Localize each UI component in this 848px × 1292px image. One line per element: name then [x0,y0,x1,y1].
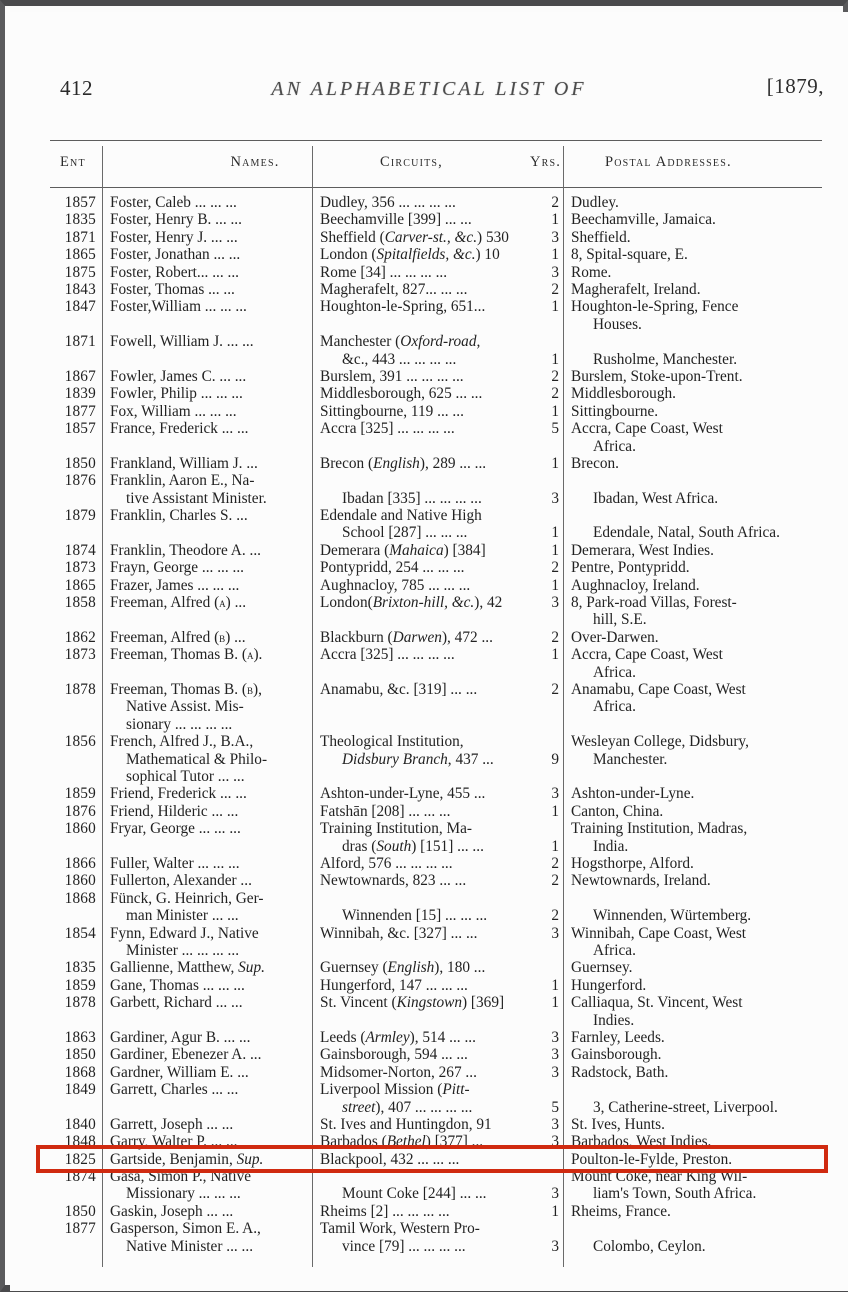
cell-circuit: London(Brixton-hill, &c.), 42 [320,594,503,612]
cell-ent: 1862 [64,628,96,646]
table-row[interactable] [50,803,822,820]
table-row[interactable] [50,681,822,733]
cell-ent: 1871 [64,228,96,246]
table-row[interactable] [50,733,822,785]
cell-name: Fullerton, Alexander ... [110,872,252,890]
cell-postal-continuation: Rusholme, Manchester. [593,350,738,368]
cell-postal-address: Pentre, Pontypridd. [571,559,690,577]
column-divider-yrs [563,146,564,1267]
cell-name: Fryar, George ... ... ... [110,820,241,838]
cell-circuit: Anamabu, &c. [319] ... ... [320,681,478,699]
cell-circuit: Tamil Work, Western Pro- [320,1220,480,1238]
cell-name: Garrett, Joseph ... ... [110,1115,234,1133]
cell-ent: 1848 [64,1133,96,1151]
cell-circuit: Manchester (Oxford-road, [320,333,481,351]
cell-years: 3 [551,1046,559,1064]
table-row[interactable] [50,1116,822,1133]
cell-name: Foster, Caleb ... ... ... [110,194,237,211]
cell-postal-address: Demerara, West Indies. [571,541,714,559]
table-row[interactable] [50,1046,822,1063]
cell-name: Foster, Henry J. ... ... [110,228,238,246]
cell-postal-address: Sittingbourne. [571,402,659,420]
cell-postal-address: Training Institution, Madras, [571,820,748,838]
table-row[interactable] [50,959,822,976]
cell-name-continuation: Minister ... ... ... ... [126,941,240,959]
cell-postal-address: Guernsey. [571,959,633,977]
cell-years: 3 [551,1063,559,1081]
cell-postal-continuation: India. [593,837,629,855]
cell-postal-address: Poulton-le-Fylde, Preston. [571,1150,733,1168]
cell-name-continuation: man Minister ... ... [126,907,239,925]
column-header-circuits: Circuits, [380,154,443,170]
table-row[interactable] [50,1064,822,1081]
document-page [10,12,848,1291]
table-row[interactable] [50,472,822,507]
cell-years: 1 [551,298,559,316]
column-divider-ent [102,146,103,1267]
cell-name: Foster, Henry B. ... ... [110,211,242,229]
cell-ent: 1839 [64,385,96,403]
table-row[interactable] [50,194,822,211]
table-row[interactable] [50,368,822,385]
cell-name-continuation: Native Minister ... ... [126,1237,254,1255]
cell-circuit: Brecon (English), 289 ... ... [320,454,487,472]
cell-circuit: Blackpool, 432 ... ... ... [320,1150,460,1168]
cell-circuit-continuation: Didsbury Branch, 437 ... [342,750,494,768]
cell-circuit: St. Ives and Huntingdon, 91 [320,1115,492,1133]
cell-circuit: Alford, 576 ... ... ... ... [320,855,453,872]
cell-ent: 1868 [64,1063,96,1081]
cell-postal-address: Anamabu, Cape Coast, West [571,681,746,699]
cell-ent: 1879 [64,507,96,525]
cell-years: 3 [551,1133,559,1151]
cell-name: Garry, Walter P. ... ... [110,1133,238,1151]
cell-years: 3 [551,1237,559,1255]
column-header-names: Names. [230,154,280,170]
cell-ent: 1850 [64,454,96,472]
cell-circuit: Ashton-under-Lyne, 455 ... [320,785,486,803]
table-row[interactable] [50,855,822,872]
cell-years: 1 [551,994,559,1012]
cell-name: Gasperson, Simon E. A., [110,1220,261,1238]
cell-ent: 1871 [64,333,96,351]
cell-years: 3 [551,1028,559,1046]
cell-ent: 1850 [64,1202,96,1220]
cell-postal-address: Sheffield. [571,228,631,246]
cell-name: Foster,William ... ... ... [110,298,247,316]
cell-circuit-continuation: Mount Coke [244] ... ... [342,1185,487,1203]
cell-postal-address: Accra, Cape Coast, West [571,420,723,438]
table-row[interactable] [50,594,822,629]
cell-postal-address: Beechamville, Jamaica. [571,211,716,229]
column-divider-names [312,146,313,1267]
cell-years: 1 [551,976,559,994]
cell-postal-address: Magherafelt, Ireland. [571,280,701,298]
cell-name-continuation: Mathematical & Philo- [126,750,268,768]
table-row[interactable] [50,785,822,802]
cell-postal-address: Brecon. [571,454,619,472]
cell-years: 3 [551,924,559,942]
cell-ent: 1859 [64,976,96,994]
cell-name: Fox, William ... ... ... [110,402,237,420]
cell-circuit-continuation: vince [79] ... ... ... ... [342,1237,466,1255]
cell-name: Gaskin, Joseph ... ... [110,1202,234,1220]
cell-postal-continuation: Manchester. [593,750,668,768]
cell-ent: 1873 [64,559,96,577]
cell-circuit-continuation: dras (South) [151] ... ... [342,837,484,855]
cell-years: 1 [551,646,559,664]
cell-years: 2 [551,367,559,385]
cell-years: 2 [551,628,559,646]
cell-circuit: Demerara (Mahaica) [384] [320,541,486,559]
cell-circuit: Houghton-le-Spring, 651... [320,298,486,316]
cell-ent: 1878 [64,681,96,699]
cell-postal-address: Wesleyan College, Didsbury, [571,733,749,751]
cell-years: 2 [551,280,559,298]
cell-name: Gallienne, Matthew, Sup. [110,959,265,977]
cell-postal-continuation: hill, S.E. [593,611,647,629]
table-row[interactable] [50,385,822,402]
cell-postal-address: Hogsthorpe, Alford. [571,855,694,872]
cell-ent: 1856 [64,733,96,751]
cell-circuit: Rome [34] ... ... ... ... [320,263,448,281]
cell-name: Gardner, William E. ... [110,1063,249,1081]
table-row[interactable] [50,1081,822,1116]
cell-ent: 1868 [64,889,96,907]
cell-circuit-continuation: School [287] ... ... ... [342,524,468,542]
cell-name-continuation: Native Assist. Mis- [126,698,244,716]
table-row[interactable] [50,872,822,889]
cell-circuit: Gainsborough, 594 ... ... [320,1046,468,1064]
cell-ent: 1874 [64,1168,96,1186]
cell-ent: 1857 [64,420,96,438]
cell-postal-address: Hungerford. [571,976,647,994]
cell-circuit: Rheims [2] ... ... ... ... [320,1202,450,1220]
cell-name: Friend, Frederick ... ... [110,785,247,803]
cell-name: Gardiner, Agur B. ... ... [110,1028,251,1046]
cell-postal-continuation: Indies. [593,1011,635,1029]
cell-postal-address: Gainsborough. [571,1046,662,1064]
cell-name: Fynn, Edward J., Native [110,924,259,942]
cell-name-continuation: sionary ... ... ... ... [126,715,233,733]
cell-ent: 1865 [64,576,96,594]
cell-ent: 1847 [64,298,96,316]
cell-years: 1 [551,576,559,594]
cell-ent: 1865 [64,246,96,264]
cell-years: 3 [551,785,559,803]
table-row[interactable] [50,977,822,994]
cell-circuit: Burslem, 391 ... ... ... ... [320,367,464,385]
cell-name: Franklin, Charles S. ... [110,507,248,525]
cell-name-continuation: tive Assistant Minister. [126,489,267,507]
cell-postal-continuation: Africa. [593,663,636,681]
cell-ent: 1876 [64,472,96,490]
cell-circuit: Aughnacloy, 785 ... ... ... [320,576,471,594]
cell-circuit-continuation: Ibadan [335] ... ... ... ... [342,489,482,507]
table-row[interactable] [50,333,822,368]
cell-circuit: Beechamville [399] ... ... [320,211,472,229]
cell-years: 2 [551,559,559,577]
table-row[interactable] [50,455,822,472]
cell-postal-address: Dudley. [571,194,619,211]
cell-ent: 1843 [64,280,96,298]
cell-name: Freeman, Thomas B. (a). [110,646,263,664]
table-row[interactable] [50,925,822,960]
cell-ent: 1854 [64,924,96,942]
table-row[interactable] [50,420,822,455]
cell-postal-address: Mount Coke, near King Wil- [571,1168,748,1186]
cell-ent: 1878 [64,994,96,1012]
cell-name: Fuller, Walter ... ... ... [110,855,240,872]
cell-postal-address: Burslem, Stoke-upon-Trent. [571,367,743,385]
cell-name: Frankland, William J. ... [110,454,258,472]
cell-name: Freeman, Alfred (a) ... [110,594,247,612]
cell-circuit: Blackburn (Darwen), 472 ... [320,628,493,646]
cell-ent: 1858 [64,594,96,612]
cell-postal-address: Accra, Cape Coast, West [571,646,723,664]
cell-years: 1 [551,1202,559,1220]
cell-name: French, Alfred J., B.A., [110,733,254,751]
table-row[interactable] [50,890,822,925]
cell-postal-continuation: Africa. [593,437,636,455]
cell-years: 2 [551,385,559,403]
cell-name: France, Frederick ... ... [110,420,249,438]
cell-postal-continuation: Colombo, Ceylon. [593,1237,706,1255]
cell-circuit: Fatshān [208] ... ... ... [320,802,451,820]
cell-postal-address: 8, Spital-square, E. [571,246,688,264]
cell-ent: 1873 [64,646,96,664]
cell-postal-address: St. Ives, Hunts. [571,1115,665,1133]
table-row[interactable] [50,1203,822,1220]
table-row[interactable] [50,1029,822,1046]
cell-name-continuation: Missionary ... ... ... [126,1185,241,1203]
cell-name: Foster, Thomas ... ... [110,280,235,298]
table-row[interactable] [50,1168,822,1203]
cell-postal-address: Houghton-le-Spring, Fence [571,298,739,316]
cell-ent: 1863 [64,1028,96,1046]
cell-circuit: St. Vincent (Kingstown) [369] [320,994,505,1012]
cell-years: 2 [551,872,559,890]
cell-circuit: Guernsey (English), 180 ... [320,959,486,977]
cell-circuit-continuation: Winnenden [15] ... ... ... [342,907,488,925]
cell-years: 1 [551,524,559,542]
cell-circuit: Magherafelt, 827... ... ... [320,280,468,298]
cell-ent: 1825 [64,1150,96,1168]
cell-circuit-continuation: &c., 443 ... ... ... ... [342,350,457,368]
cell-ent: 1866 [64,855,96,872]
cell-name: Gartside, Benjamin, Sup. [110,1150,264,1168]
cell-circuit: Midsomer-Norton, 267 ... [320,1063,477,1081]
cell-postal-address: Radstock, Bath. [571,1063,669,1081]
cell-circuit: Sheffield (Carver-st., &c.) 530 [320,228,509,246]
cell-name: Foster, Robert... ... ... [110,263,239,281]
table-row[interactable] [50,646,822,681]
table-row[interactable] [50,281,822,298]
table-row[interactable] [50,629,822,646]
cell-ent: 1874 [64,541,96,559]
cell-postal-continuation: Edendale, Natal, South Africa. [593,524,780,542]
cell-name: Gane, Thomas ... ... ... [110,976,245,994]
cell-postal-address: Rome. [571,263,612,281]
table-row[interactable] [50,994,822,1029]
cell-circuit: Winnibah, &c. [327] ... ... [320,924,478,942]
running-title: AN ALPHABETICAL LIST OF [271,78,587,100]
cell-name: Garrett, Charles ... ... [110,1081,239,1099]
cell-ent: 1835 [64,211,96,229]
cell-years: 2 [551,855,559,872]
cell-postal-address: Canton, China. [571,802,664,820]
table-row[interactable] [50,559,822,576]
cell-ent: 1876 [64,802,96,820]
cell-years: 5 [551,1098,559,1116]
cell-circuit: Liverpool Mission (Pitt- [320,1081,470,1099]
cell-postal-address: Ashton-under-Lyne. [571,785,695,803]
cell-name: Gardiner, Ebenezer A. ... [110,1046,262,1064]
table-row[interactable] [50,403,822,420]
cell-years: 1 [551,837,559,855]
column-header-postal: Postal Addresses. [605,154,732,170]
cell-circuit: Sittingbourne, 119 ... ... [320,402,464,420]
cell-circuit: Dudley, 356 ... ... ... ... [320,194,456,211]
table-row[interactable] [50,211,822,228]
cell-years: 1 [551,541,559,559]
cell-name: Fowell, William J. ... ... [110,333,254,351]
cell-ent: 1860 [64,820,96,838]
cell-circuit: Theological Institution, [320,733,464,751]
cell-years: 2 [551,194,559,211]
cell-name: Fowler, Philip ... ... ... [110,385,243,403]
cell-postal-address: Over-Darwen. [571,628,659,646]
cell-postal-address: Barbados, West Indies. [571,1133,712,1151]
cell-name: Friend, Hilderic ... ... [110,802,239,820]
cell-name: Frayn, George ... ... ... [110,559,244,577]
cell-ent: 1877 [64,1220,96,1238]
cell-name: Franklin, Aaron E., Na- [110,472,255,490]
cell-postal-address: Winnibah, Cape Coast, West [571,924,747,942]
cell-postal-continuation: Houses. [593,315,642,333]
table-row[interactable] [50,1220,822,1255]
cell-ent: 1875 [64,263,96,281]
cell-ent: 1877 [64,402,96,420]
cell-postal-address: Rheims, France. [571,1202,671,1220]
cell-postal-address: Aughnacloy, Ireland. [571,576,700,594]
cell-years: 1 [551,350,559,368]
table-row[interactable] [50,264,822,281]
cell-name: Foster, Jonathan ... ... [110,246,241,264]
cell-postal-address: Farnley, Leeds. [571,1028,665,1046]
cell-postal-continuation: Winnenden, Würtemberg. [593,907,752,925]
cell-name: Fünck, G. Heinrich, Ger- [110,889,264,907]
cell-years: 3 [551,594,559,612]
column-header-yrs: Yrs. [530,154,562,170]
running-head [10,74,848,108]
cell-years: 1 [551,402,559,420]
cell-circuit: Newtownards, 823 ... ... [320,872,467,890]
cell-circuit: Accra [325] ... ... ... ... [320,646,455,664]
cell-ent: 1850 [64,1046,96,1064]
cell-ent: 1857 [64,194,96,211]
cell-circuit: Training Institution, Ma- [320,820,472,838]
cell-years: 9 [551,750,559,768]
table-row[interactable] [50,1151,822,1168]
year-marginal-note: [1879, [766,74,824,98]
cell-years: 1 [551,802,559,820]
cell-years: 2 [551,681,559,699]
cell-postal-continuation: liam's Town, South Africa. [593,1185,757,1203]
cell-postal-continuation: Ibadan, West Africa. [593,489,719,507]
cell-postal-address: Newtownards, Ireland. [571,872,711,890]
cell-postal-continuation: Africa. [593,698,636,716]
cell-name: Franklin, Theodore A. ... [110,541,261,559]
cell-ent: 1860 [64,872,96,890]
cell-circuit-continuation: street), 407 ... ... ... ... [342,1098,473,1116]
cell-ent: 1849 [64,1081,96,1099]
cell-years: 3 [551,228,559,246]
table-row[interactable] [50,229,822,246]
cell-circuit: Edendale and Native High [320,507,482,525]
cell-ent: 1859 [64,785,96,803]
cell-years: 1 [551,246,559,264]
cell-postal-continuation: Africa. [593,941,636,959]
table-row[interactable] [50,507,822,542]
cell-years: 3 [551,263,559,281]
cell-circuit: Pontypridd, 254 ... ... ... [320,559,465,577]
cell-circuit: Hungerford, 147 ... ... ... [320,976,468,994]
cell-ent: 1840 [64,1115,96,1133]
cell-ent: 1835 [64,959,96,977]
cell-years: 3 [551,489,559,507]
table-row[interactable] [50,820,822,855]
cell-name: Fowler, James C. ... ... [110,367,247,385]
cell-postal-address: Calliaqua, St. Vincent, West [571,994,743,1012]
cell-years: 1 [551,454,559,472]
cell-postal-address: 8, Park-road Villas, Forest- [571,594,737,612]
cell-name: Gasa, Simon P., Native [110,1168,252,1186]
cell-circuit: Accra [325] ... ... ... ... [320,420,455,438]
cell-name: Freeman, Alfred (b) ... [110,628,246,646]
cell-years: 5 [551,420,559,438]
cell-circuit: Middlesborough, 625 ... ... [320,385,483,403]
table-row[interactable] [50,1133,822,1150]
cell-years: 3 [551,1185,559,1203]
table-header-row [50,141,822,187]
table-row[interactable] [50,577,822,594]
cell-postal-address: Middlesborough. [571,385,676,403]
cell-name: Freeman, Thomas B. (b), [110,681,262,699]
cell-postal-continuation: 3, Catherine-street, Liverpool. [593,1098,778,1116]
cell-name: Garbett, Richard ... ... [110,994,243,1012]
page-folio-number: 412 [60,76,93,100]
cell-years: 3 [551,1115,559,1133]
cell-circuit: Leeds (Armley), 514 ... ... [320,1028,476,1046]
cell-name-continuation: sophical Tutor ... ... [126,768,245,786]
table-row[interactable] [50,246,822,263]
column-header-ent: Ent [60,154,86,170]
cell-name: Frazer, James ... ... ... [110,576,240,594]
directory-table [50,140,822,1255]
table-row[interactable] [50,542,822,559]
cell-years: 2 [551,907,559,925]
cell-circuit: London (Spitalfields, &c.) 10 [320,246,500,264]
table-body [50,188,822,1255]
cell-ent: 1867 [64,367,96,385]
table-row[interactable] [50,298,822,333]
cell-years: 1 [551,211,559,229]
cell-circuit: Barbados (Bethel) [377] ... [320,1133,484,1151]
